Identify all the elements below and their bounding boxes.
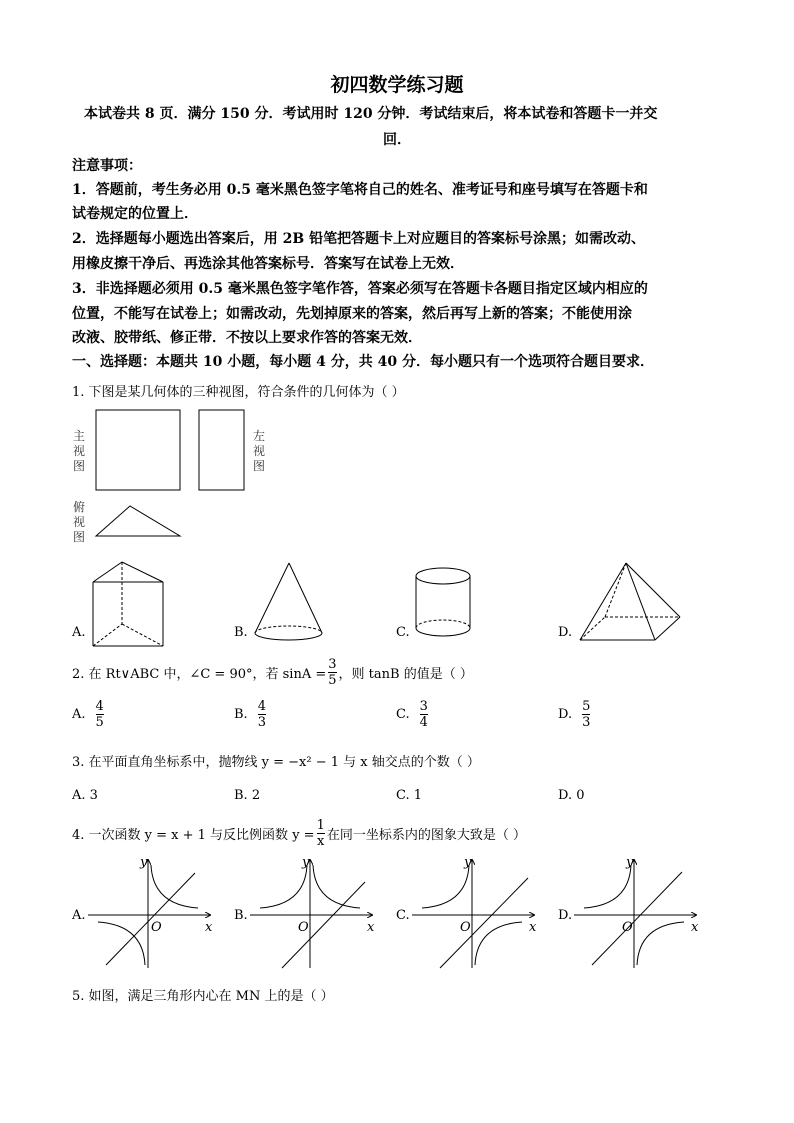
q3-option-c[interactable]: C. 1 — [396, 788, 423, 803]
q4-d-x-label: x — [691, 920, 699, 935]
q4-option-b-label[interactable]: B. — [234, 908, 248, 923]
intro-line-2: 回． — [383, 132, 411, 148]
note-2-line-1: 2．选择题每小题选出答案后，用 2B 铅笔把答题卡上对应题目的答案标号涂黑；如需改动、 — [72, 231, 646, 247]
q4-a-x-label: x — [205, 920, 213, 935]
q4-d-y-label: y — [626, 855, 634, 870]
note-2-line-2: 用橡皮擦干净后、再选涂其他答案标号．答案写在试卷上无效． — [72, 256, 464, 272]
q4-b-y-label: y — [302, 855, 310, 870]
q1-option-d-label[interactable]: D. — [558, 625, 573, 640]
frac-num: 4 — [95, 699, 104, 714]
frac-den: 4 — [419, 715, 428, 730]
q4-a-y-label: y — [140, 855, 148, 870]
frac-den: 3 — [257, 715, 266, 730]
q4-option-a-label[interactable]: A. — [72, 908, 86, 923]
q2-option-b-label: B. — [234, 707, 248, 722]
q1-option-b-label[interactable]: B. — [234, 625, 248, 640]
q4-graph-d — [574, 860, 699, 968]
hyperbola-branch-2 — [98, 922, 145, 965]
q4-b-x-label: x — [367, 920, 375, 935]
q4-c-y-label: y — [464, 855, 472, 870]
note-3-line-3: 改液、胶带纸、修正带．不按以上要求作答的答案无效． — [72, 330, 422, 346]
note-3-line-2: 位置，不能写在试卷上；如需改动，先划掉原来的答案，然后再写上新的答案；不能使用涂 — [72, 306, 632, 322]
q2-option-d-label: D. — [558, 707, 573, 722]
q4-graph-a — [88, 860, 213, 968]
frac-num: 1 — [316, 818, 325, 833]
vertical-label-char: 主 — [72, 429, 85, 443]
line-y-x-plus-1 — [592, 872, 682, 965]
q4-c-origin-label: O — [460, 920, 471, 935]
note-3-line-1: 3．非选择题必须用 0.5 毫米黑色签字笔作答，答案必须写在答题卡各题目指定区域内相应的 — [72, 281, 648, 297]
intro-line-1: 本试卷共 8 页．满分 150 分．考试用时 120 分钟．考试结束后，将本试卷和答题卡一并交 — [84, 106, 658, 122]
vertical-label-char: 俯 — [72, 500, 85, 514]
note-1-line-2: 试卷规定的位置上． — [72, 206, 198, 222]
q2-stem-suffix: ，则 tanB 的值是（ ） — [338, 667, 473, 682]
q2-option-a-label: A. — [72, 707, 86, 722]
q4-a-origin-label: O — [151, 920, 162, 935]
frac-den: 5 — [95, 715, 104, 730]
q5-stem: 5. 如图，满足三角形内心在 MN 上的是（ ） — [72, 989, 334, 1004]
hyperbola-branch-2 — [637, 922, 684, 965]
hyperbola-branch-1 — [151, 865, 198, 908]
q1-stem: 1. 下图是某几何体的三种视图，符合条件的几何体为（ ） — [72, 385, 405, 400]
q1-option-a-label[interactable]: A. — [72, 625, 86, 640]
q4-b-origin-label: O — [298, 920, 309, 935]
vertical-label-char: 视 — [72, 444, 85, 458]
q4-option-c-label[interactable]: C. — [396, 908, 410, 923]
q1-option-c-label[interactable]: C. — [396, 625, 410, 640]
hyperbola-branch-1 — [422, 865, 469, 908]
vertical-label-char: 视 — [72, 515, 85, 529]
vertical-label-char: 图 — [72, 530, 85, 544]
section-1-heading: 一、选择题：本题共 10 小题，每小题 4 分，共 40 分．每小题只有一个选项符合题目要求． — [72, 354, 654, 370]
vertical-label-char: 视 — [252, 444, 265, 458]
q4-stem-prefix: 4. 一次函数 y = x + 1 与反比例函数 y = — [72, 828, 315, 843]
q2-option-c-label: C. — [396, 707, 410, 722]
vertical-label-char: 图 — [72, 459, 85, 473]
q4-d-origin-label: O — [622, 920, 633, 935]
frac-num: 4 — [257, 699, 266, 714]
frac-den: x — [317, 834, 325, 849]
hyperbola-branch-1 — [584, 865, 631, 908]
q4-c-x-label: x — [529, 920, 537, 935]
page-title: 初四数学练习题 — [330, 74, 464, 96]
note-1-line-1: 1．答题前，考生务必用 0.5 毫米黑色签字笔将自己的姓名、准考证号和座号填写在答题卡和 — [72, 182, 648, 198]
q3-option-a[interactable]: A. 3 — [72, 788, 98, 803]
q4-graph-b — [250, 860, 375, 968]
q2-stem-frac-den: 5 — [328, 673, 337, 688]
q2-stem-prefix: 2. 在 Rt∨ABC 中，∠C = 90°，若 sinA = — [72, 667, 327, 682]
q3-stem: 3. 在平面直角坐标系中，抛物线 y = −x² − 1 与 x 轴交点的个数（ ） — [72, 755, 480, 770]
q3-option-d[interactable]: D. 0 — [558, 788, 585, 803]
q2-stem-frac-num: 3 — [328, 657, 337, 672]
vertical-label-char: 左 — [252, 429, 265, 443]
q4-graph-c — [412, 860, 537, 968]
hyperbola-branch-1 — [313, 865, 360, 908]
vertical-label-char: 图 — [252, 459, 265, 473]
q4-option-d-label[interactable]: D. — [558, 908, 573, 923]
q4-stem-suffix: 在同一坐标系内的图象大致是（ ） — [326, 828, 526, 843]
hyperbola-branch-2 — [260, 865, 307, 908]
frac-den: 3 — [582, 715, 591, 730]
frac-num: 3 — [419, 699, 428, 714]
frac-num: 5 — [582, 699, 591, 714]
q3-option-b[interactable]: B. 2 — [234, 788, 261, 803]
hyperbola-branch-2 — [475, 922, 522, 965]
line-y-x-plus-1 — [106, 873, 195, 965]
notes-heading: 注意事项： — [72, 158, 142, 174]
